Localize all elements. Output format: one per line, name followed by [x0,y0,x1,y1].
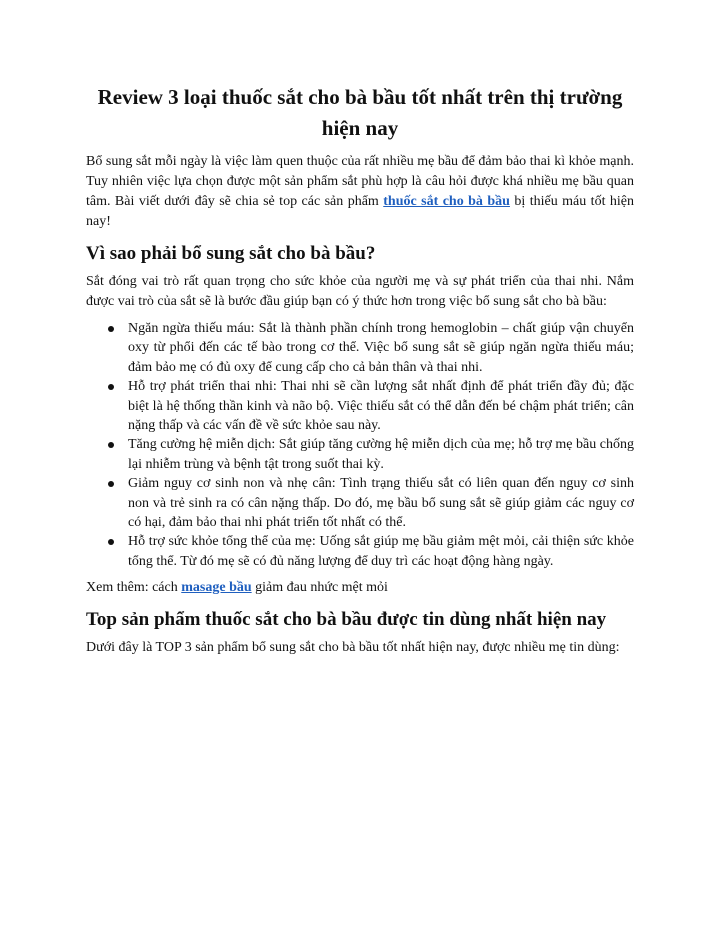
iron-supplement-link[interactable]: thuốc sắt cho bà bầu [383,194,510,209]
list-item-text: Hỗ trợ phát triển thai nhi: Thai nhi sẽ cần lượng sắt nhất định để phát triển đầy đủ; đặc biệt là hệ thống thần kinh và não bộ. Việc thiếu sắt có thể dẫn đến bé chậm phát triển; cân nặng thấp và các vấn đề về sức khỏe sau này. [128,379,634,434]
list-item-text: Hỗ trợ sức khỏe tổng thể của mẹ: Uống sắt giúp mẹ bầu giảm mệt mỏi, cải thiện sức khỏe tổng thể. Từ đó mẹ sẽ có đủ năng lượng để duy trì các hoạt động hàng ngày. [128,534,634,569]
intro-text-after: bị thiếu máu tốt hiện nay! [86,194,635,229]
bullet-icon [108,442,114,448]
list-item [128,532,634,571]
list-item [128,377,634,435]
bullet-icon [108,539,114,545]
massage-link[interactable]: masage bầu [181,580,252,596]
section2-paragraph: Dưới đây là TOP 3 sản phẩm bổ sung sắt cho bà bầu tốt nhất hiện nay, được nhiều mẹ tin dùng: [86,640,620,656]
bullet-icon [108,384,114,390]
intro-text-before: Bổ sung sắt mỗi ngày là việc làm quen thuộc của rất nhiều mẹ bầu để đảm bảo thai kì khỏe mạnh. Tuy nhiên việc lựa chọn được một sản phẩm sắt phù hợp là câu hỏi được khá nhiều mẹ bầu quan tâm. Bài viết dưới đây sẽ chia sẻ top các sản phẩm [86,154,634,209]
document-title: Review 3 loại thuốc sắt cho bà bầu tốt nhất trên thị trường hiện nay [97,85,623,140]
list-item-text: Tăng cường hệ miễn dịch: Sắt giúp tăng cường hệ miễn dịch của mẹ; hỗ trợ mẹ bầu chống lại nhiễm trùng và bệnh tật trong suốt thai kỳ. [128,437,634,472]
section-heading-why-iron: Vì sao phải bổ sung sắt cho bà bầu? [86,243,376,264]
list-item [128,319,634,377]
document-page [86,82,634,658]
see-also-text-after: giảm đau nhức mệt mỏi [251,580,388,596]
list-item-text: Ngăn ngừa thiếu máu: Sắt là thành phần chính trong hemoglobin – chất giúp vận chuyển oxy từ phổi đến các tế bào trong cơ thể. Việc bổ sung sắt sẽ giúp ngăn ngừa thiếu máu; đảm bảo mẹ có đủ oxy để cung cấp cho cả bản thân và thai nhi. [128,321,634,375]
see-also-text-before: Xem thêm: cách [86,580,182,596]
bullet-icon [108,481,114,487]
benefits-list [86,319,634,571]
list-item [128,435,634,474]
bullet-icon [108,326,114,332]
list-item [128,474,634,532]
intro-paragraph [86,152,634,232]
list-item-text: Giảm nguy cơ sinh non và nhẹ cân: Tình trạng thiếu sắt có liên quan đến nguy cơ sinh non và trẻ sinh ra có cân nặng thấp. Do đó, mẹ bầu bổ sung sắt sẽ giúp giảm các nguy cơ có hại, đảm bảo thai nhi phát triển tốt nhất có thể. [128,476,634,531]
see-also-line [86,578,634,598]
section-heading-top-products: Top sản phẩm thuốc sắt cho bà bầu được tin dùng nhất hiện nay [86,609,607,631]
section1-paragraph: Sắt đóng vai trò rất quan trọng cho sức khỏe của người mẹ và sự phát triển của thai nhi. Nắm được vai trò của sắt sẽ là bước đầu giúp bạn có ý thức hơn trong việc bổ sung sắt cho bà bầu: [86,274,634,309]
